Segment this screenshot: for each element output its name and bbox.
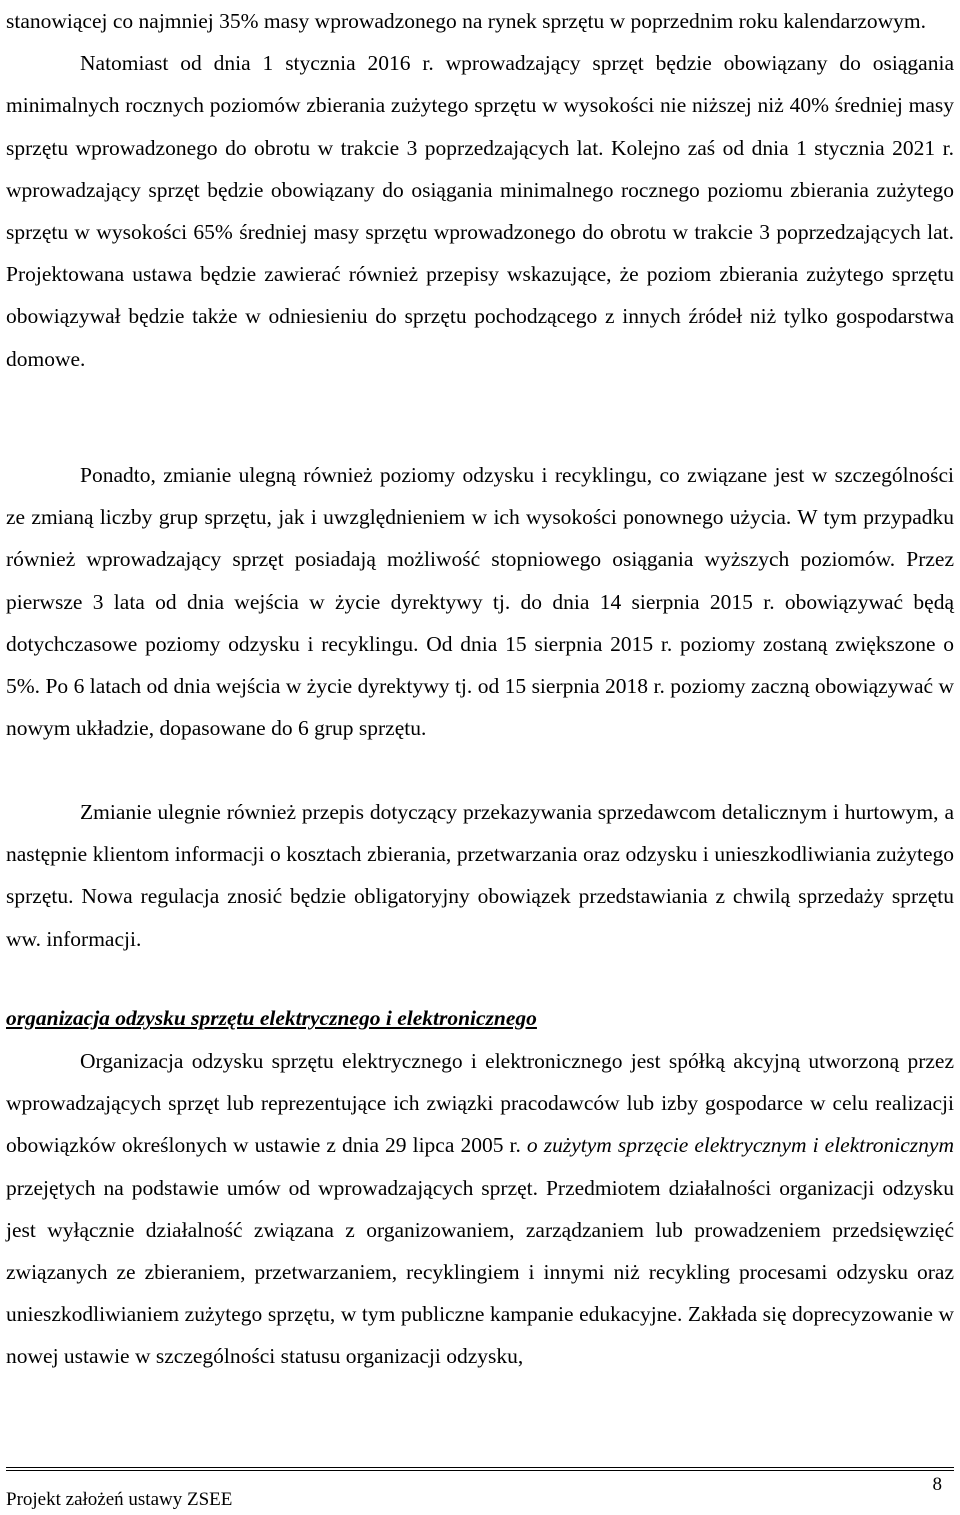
act-title: o zużytym sprzęcie elektrycznym i elektronicznym xyxy=(526,1133,954,1158)
paragraph-collection-text: Natomiast od dnia 1 stycznia 2016 r. wprowadzający sprzęt będzie obowiązany do osiągania minimalnych rocznych poziomów zbierania zużytego sprzętu w wysokości nie niższej niż 40% średniej masy sprzętu wprowadzonego do obrotu w trakcie 3 poprzedzających lat. Kolejno zaś od dnia 1 stycznia 2021 r. wprowadzający sprzęt będzie obowiązany do osiągania minimalnego rocznego poziomu zbierania zużytego sprzętu w wysokości 65% średniej masy sprzętu wprowadzonego do obrotu w trakcie 3 poprzedzających lat. Projektowana ustawa będzie zawierać również przepisy wskazujące, że poziom zbierania zużytego sprzętu obowiązywał będzie także w odniesieniu do sprzętu pochodzącego z innych źródeł niż tylko gospodarstwa domowe. xyxy=(6,51,954,371)
section-heading: organizacja odzysku sprzętu elektrycznego i elektronicznego xyxy=(6,1006,537,1030)
footer-document-title: Projekt założeń ustawy ZSEE xyxy=(6,1489,233,1510)
paragraph-org-text-b: przejętych na podstawie umów od wprowadzających sprzęt. Przedmiotem działalności organizacji odzysku jest wyłącznie działalność związana z organizowaniem, zarządzaniem lub prowadzeniem przedsięwzięć związanych ze zbieraniem, przetwarzaniem, recyklingiem i innymi niż recykling procesami odzysku oraz unieszkodliwianiem zużytego sprzętu, w tym publiczne kampanie edukacyjne. Zakłada się doprecyzowanie w nowej ustawie w szczególności statusu organizacji odzysku, xyxy=(6,1175,954,1369)
paragraph-information-obligation: Zmianie ulegnie również przepis dotyczący przekazywania sprzedawcom detalicznym i hurtowym, a następnie klientom informacji o kosztach zbierania, przetwarzania oraz odzysku i unieszkodliwiania zużytego sprzętu. Nowa regulacja znosić będzie obligatoryjny obowiązek przedstawiania z chwilą sprzedaży sprzętu ww. informacji. xyxy=(6,800,954,951)
paragraph-collection-levels xyxy=(6,0,954,380)
paragraph-org-text-a: Organizacja odzysku sprzętu elektrycznego i elektronicznego jest spółką akcyjną utworzoną przez wprowadzających sprzęt lub reprezentujące ich związki pracodawców lub izby gospodarce w celu realizacji obowiązków określonych w ustawie z dnia 29 lipca 2005 r. xyxy=(6,1049,954,1158)
footer-divider xyxy=(6,1467,954,1471)
paragraph-recovery-organization xyxy=(6,1040,954,1378)
paragraph-continuation: stanowiącej co najmniej 35% masy wprowadzonego na rynek sprzętu w poprzednim roku kalendarzowym. xyxy=(6,9,927,33)
paragraph-recovery-levels: Ponadto, zmianie ulegną również poziomy odzysku i recyklingu, co związane jest w szczególności ze zmianą liczby grup sprzętu, jak i uwzględnieniem w ich wysokości ponownego użycia. W tym przypadku również wprowadzający sprzęt posiadają możliwość stopniowego osiągania wyższych poziomów. Przez pierwsze 3 lata od dnia wejścia w życie dyrektywy tj. do dnia 14 sierpnia 2015 r. obowiązywać będą dotychczasowe poziomy odzysku i recyklingu. Od dnia 15 sierpnia 2015 r. poziomy zostaną zwiększone o 5%. Po 6 latach od dnia wejścia w życie dyrektywy tj. od 15 sierpnia 2018 r. poziomy zaczną obowiązywać w nowym układzie, dopasowane do 6 grup sprzętu. xyxy=(6,463,954,741)
footer-page-number: 8 xyxy=(932,1474,942,1495)
